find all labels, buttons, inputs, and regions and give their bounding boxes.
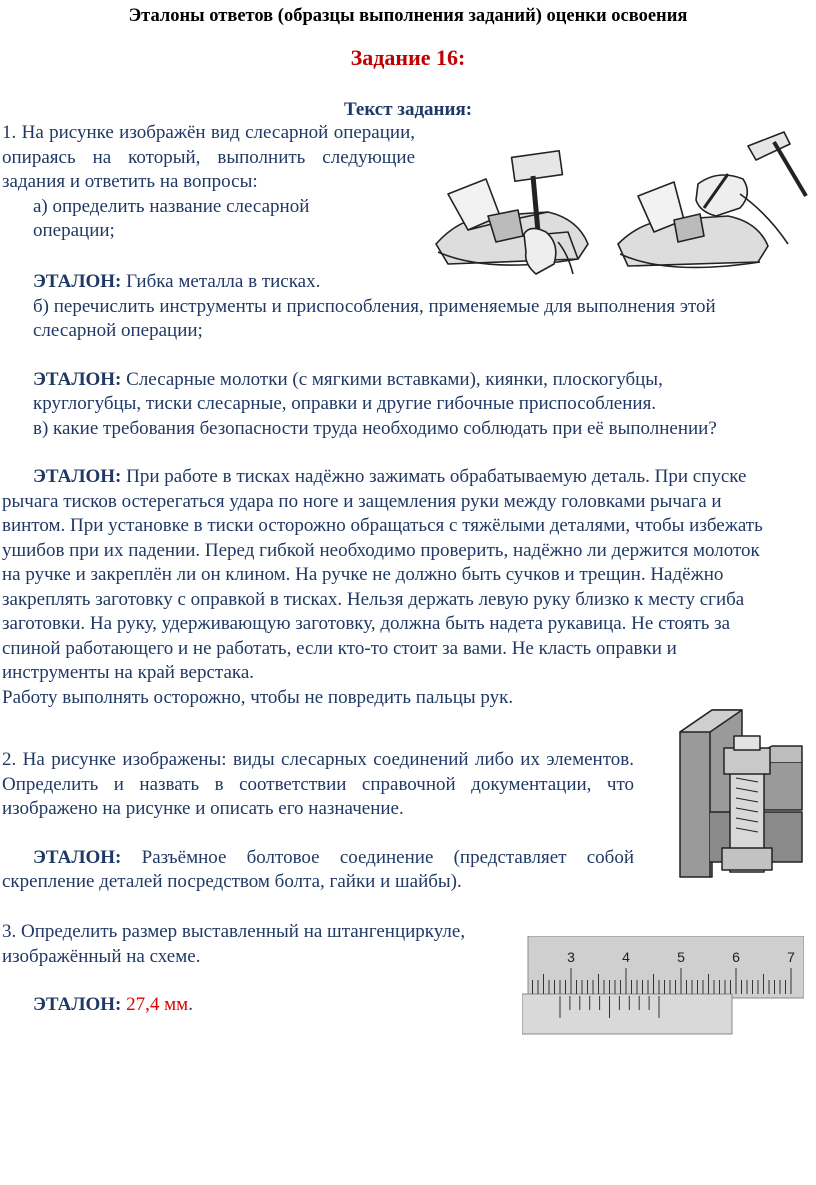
q1-b-etalon bbox=[2, 368, 772, 417]
caliper-illustration bbox=[522, 936, 804, 1036]
etalon-label: ЭТАЛОН: bbox=[33, 368, 122, 390]
bolt-joint-illustration bbox=[672, 702, 812, 882]
q1-b-answer: Слесарные молотки (с мягкими вставками), киянки, плоскогубцы, круглогубцы, тиски слесарные, оправки и другие гибочные приспособления. bbox=[33, 368, 663, 414]
q3-answer-suffix: . bbox=[188, 994, 193, 1015]
q3-etalon bbox=[2, 993, 512, 1018]
etalon-label: ЭТАЛОН: bbox=[33, 994, 122, 1015]
scale-number: 4 bbox=[622, 949, 630, 965]
q1-intro: 1. На рисунке изображён вид слесарной операции, опираясь на который, выполнить следующие задания и ответить на вопросы: bbox=[2, 122, 415, 192]
etalon-label: ЭТАЛОН: bbox=[33, 466, 122, 487]
task-text-title: Текст задания: bbox=[343, 99, 473, 120]
q1-a-question: а) определить название слесарной операции; bbox=[33, 195, 310, 241]
q1-b-question: б) перечислить инструменты и приспособления, применяемые для выполнения этой слесарной операции; bbox=[33, 295, 716, 341]
q2-answer: Разъёмное болтовое соединение (представляет собой скрепление деталей посредством болта, гайки и шайбы). bbox=[2, 846, 635, 892]
q1-a-etalon bbox=[2, 270, 772, 295]
etalon-label: ЭТАЛОН: bbox=[33, 846, 122, 868]
q3-answer: 27,4 мм bbox=[126, 994, 189, 1015]
q3-question: 3. Определить размер выставленный на штангенциркуле, изображённый на схеме. bbox=[2, 921, 466, 967]
q1-a-answer: Гибка металла в тисках. bbox=[126, 271, 321, 292]
scale-number: 5 bbox=[677, 949, 685, 965]
q1-c-question: в) какие требования безопасности труда необходимо соблюдать при её выполнении? bbox=[33, 417, 717, 439]
etalon-label: ЭТАЛОН: bbox=[33, 271, 122, 292]
scale-number: 3 bbox=[567, 949, 575, 965]
page-title: Эталоны ответов (образцы выполнения заданий) оценки освоения bbox=[128, 6, 688, 26]
q2-block bbox=[2, 748, 634, 895]
q1-c-answer-last: Работу выполнять осторожно, чтобы не повредить пальцы рук. bbox=[2, 686, 514, 708]
scale-number: 7 bbox=[787, 949, 795, 965]
q1-c-etalon bbox=[2, 465, 772, 686]
task-title: Задание 16: bbox=[350, 45, 466, 70]
q1-c-answer: При работе в тисках надёжно зажимать обрабатываемую деталь. При спуске рычага тисков остерегаться удара по ноге и защемления руки между головками рычага и винтом. При установке в тиски осторожно обращаться с тяжёлыми деталями, чтобы избежать ушибов при их падении. Перед гибкой необходимо проверить, надёжно ли держится молоток на ручке и закреплён ли он клином. На ручке не должно быть сучков и трещин. Надёжно закреплять заготовку с оправкой в тисках. Нельзя держать левую руку близко к месту сгиба заготовки. На руку, удерживающую заготовку, должна быть надета рукавица. Не стоять за спиной работающего и не работать, если кто-то стоит за вами. Не класть оправки и инструменты на край верстака. bbox=[2, 466, 763, 683]
q1-answers bbox=[2, 270, 772, 710]
scale-number: 6 bbox=[732, 949, 740, 965]
q2-question: 2. На рисунке изображены: виды слесарных соединений либо их элементов. Определить и назвать в соответствии справочной документации, что изображено на рисунке и описать его назначение. bbox=[2, 749, 634, 819]
q3-block bbox=[2, 920, 512, 1018]
q2-etalon bbox=[2, 846, 634, 895]
bending-illustration bbox=[428, 124, 813, 284]
q1-block bbox=[2, 121, 415, 244]
